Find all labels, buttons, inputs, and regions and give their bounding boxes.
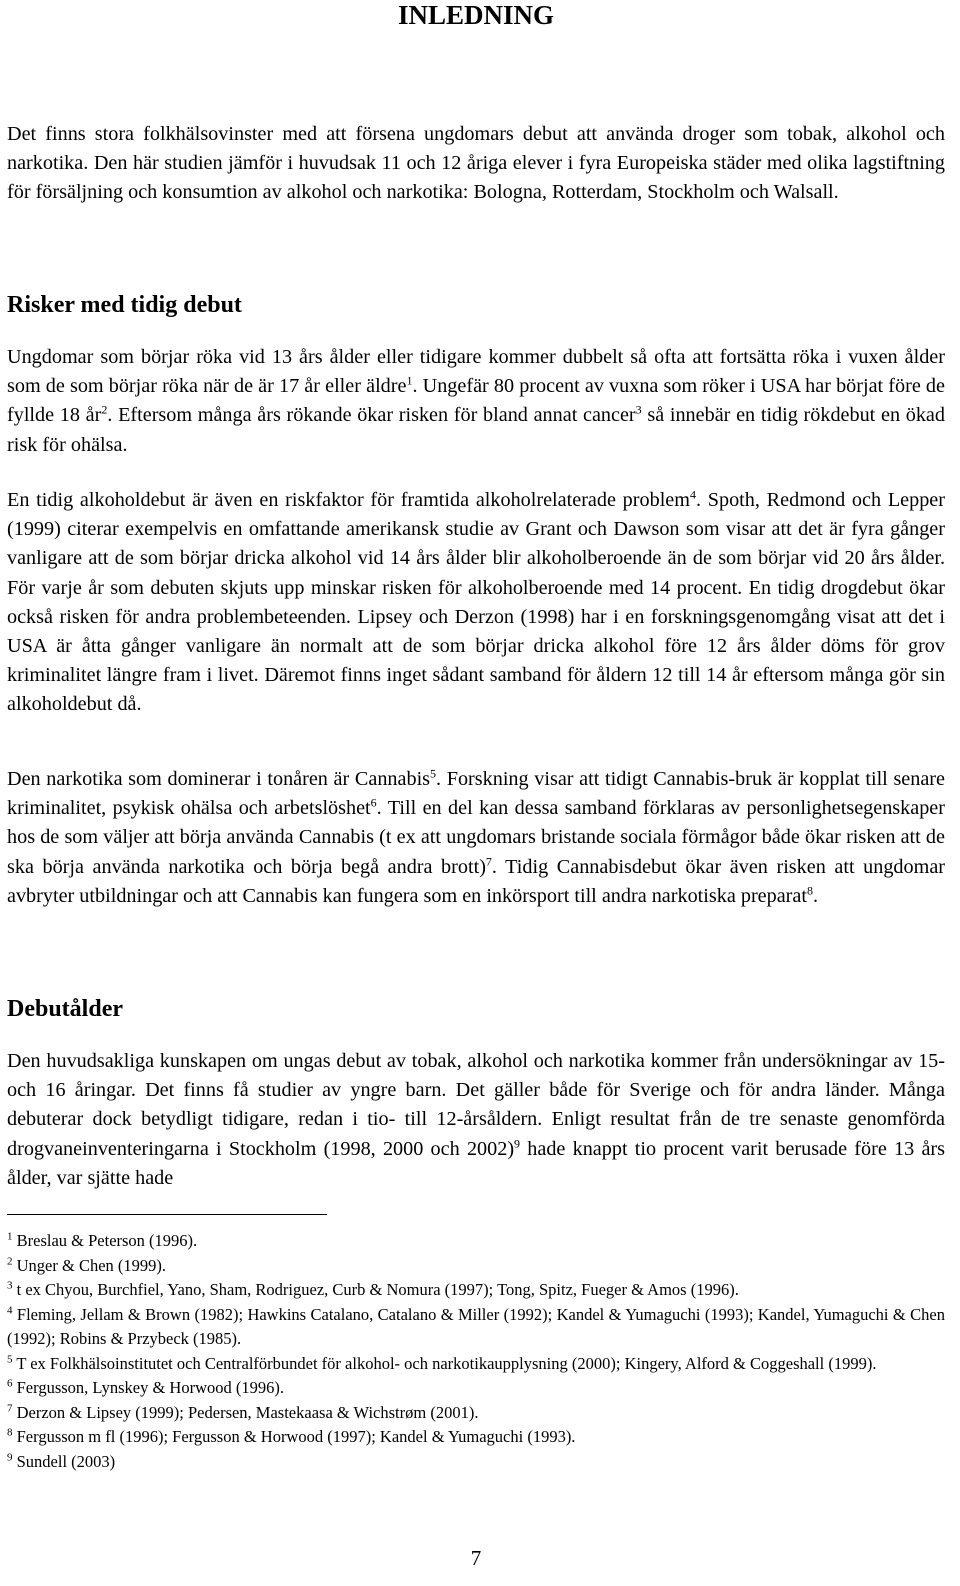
section-heading-debutalder: Debutålder [7,996,123,1022]
page-number: 7 [470,1546,482,1570]
footnote-ref[interactable]: 9 [514,1135,521,1150]
footnote-ref[interactable]: 1 [406,373,413,388]
footnote-item: $^1$ Breslau & Peterson (1996). [7,1230,198,1250]
footnote-ref[interactable]: 8 [806,883,813,898]
paragraph-debut-age: Den huvudsakliga kunskapen om ungas debut av tobak, alkohol och narkotika kommer från undersökningar av 15- och 16 åringar. Det finns få studier av yngre barn. Det gäller både för Sverige och för andra länder. Många debuterar dock betydligt tidigare, redan i tio- till 12-årsåldern. Enligt resultat från de tre senaste genomförda drogvaneinventeringarna i Stockholm (1998, 2000 och 2002)$^9$ hade knappt tio procent varit berusade före 13 års ålder, var sjätte hade [7,1050,945,1189]
footnote-item: $^2$ Unger & Chen (1999). [7,1255,167,1275]
footnote-item: $^5$ T ex Folkhälsoinstitutet och Centralförbundet för alkohol- och narkotikaupplysning (2000); Kingery, Alford & Coggeshall (1999). [7,1353,877,1373]
intro-paragraph: Det finns stora folkhälsovinster med att försena ungdomars debut att använda droger som tobak, alkohol och narkotika. Den här studien jämför i huvudsak 11 och 12 åriga elever i fyra Europeiska städer med olika lagstiftning för försäljning och konsumtion av alkohol och narkotika: Bologna, Rotterdam, Stockholm och Walsall. [7,123,945,204]
paragraph-smoking: Ungdomar som börjar röka vid 13 års ålder eller tidigare kommer dubbelt så ofta att fortsätta röka i vuxen ålder som de som börjar röka när de är 17 år eller äldre$^1$. Ungefär 80 procent av vuxna som röker i USA har börjat före de fyllde 18 $år^2$. Eftersom många års rökande ökar risken för bland annat cancer$^3$ så innebär en tidig rökdebut en ökad risk för ohälsa. [7,346,945,456]
footnote-ref[interactable]: 6 [370,795,377,810]
footnote-item: $^7$ Derzon & Lipsey (1999); Pedersen, Mastekaasa & Wichstrøm (2001). [7,1402,479,1422]
footnote-item: $^3$ t ex Chyou, Burchfiel, Yano, Sham, Rodriguez, Curb & Nomura (1997); Tong, Spitz, Fueger & Amos (1996). [7,1279,739,1299]
footnote-divider [7,1214,327,1215]
footnote-ref[interactable]: 2 [101,402,108,417]
paragraph-cannabis: Den narkotika som dominerar i tonåren är Cannabis$^5$. Forskning visar att tidigt Cannabis-bruk är kopplat till senare kriminalitet, psykisk ohälsa och arbetslöshet$^6$. Till en del kan dessa samband förklaras av personlighetsegenskaper hos de som väljer att börja använda Cannabis (t ex att ungdomars bristande sociala förmågor både ökar risken att de ska börja använda narkotika och börja begå andra brott)$^7$. Tidig Cannabisdebut ökar även risken att ungdomar avbryter utbildningar och att Cannabis kan fungera som en inkörsport till andra narkotiska preparat$^8$. [7,766,945,907]
page-title: INLEDNING [397,0,555,30]
footnote-ref[interactable]: 4 [689,487,696,502]
footnote-item: $^9$ Sundell (2003) [7,1451,116,1471]
footnote-ref[interactable]: 3 [635,402,642,417]
footnote-item: $^8$ Fergusson m fl (1996); Fergusson & Horwood (1997); Kandel & Yumaguchi (1993). [7,1426,576,1446]
footnote-ref[interactable]: 7 [485,853,492,868]
footnote-item: $^4$ Fleming, Jellam & Brown (1982); Hawkins Catalano, Catalano & Miller (1992); Kandel & Yumaguchi (1993); Kandel, Yumaguchi & Chen (1992); Robins & Przybeck (1985). [7,1304,945,1348]
section-heading-risker: Risker med tidig debut [7,292,242,318]
footnote-item: $^6$ Fergusson, Lynskey & Horwood (1996). [7,1377,284,1397]
paragraph-alcohol: En tidig alkoholdebut är även en riskfaktor för framtida alkoholrelaterade problem$^4$. Spoth, Redmond och Lepper (1999) citerar exempelvis en omfattande amerikansk studie av Grant och Dawson som visar att det är fyra gånger vanligare att de som börjar dricka alkohol vid 14 års ålder blir alkoholberoende än de som börjar vid 20 års ålder. För varje år som debuten skjuts upp minskar risken för alkoholberoende med 14 procent. En tidig drogdebut ökar också risken för andra problembeteenden. Lipsey och Derzon (1998) har i en forskningsgenomgång visat att det i USA är åtta gånger vanligare än normalt att de som börjar dricka alkohol före 12 års ålder döms för grov kriminalitet längre fram i livet. Däremot finns inget sådant samband för åldern 12 till 14 år eftersom många gör sin alkoholdebut då. [7,487,945,716]
footnotes [7,1229,945,1474]
footnote-ref[interactable]: 5 [430,766,437,781]
